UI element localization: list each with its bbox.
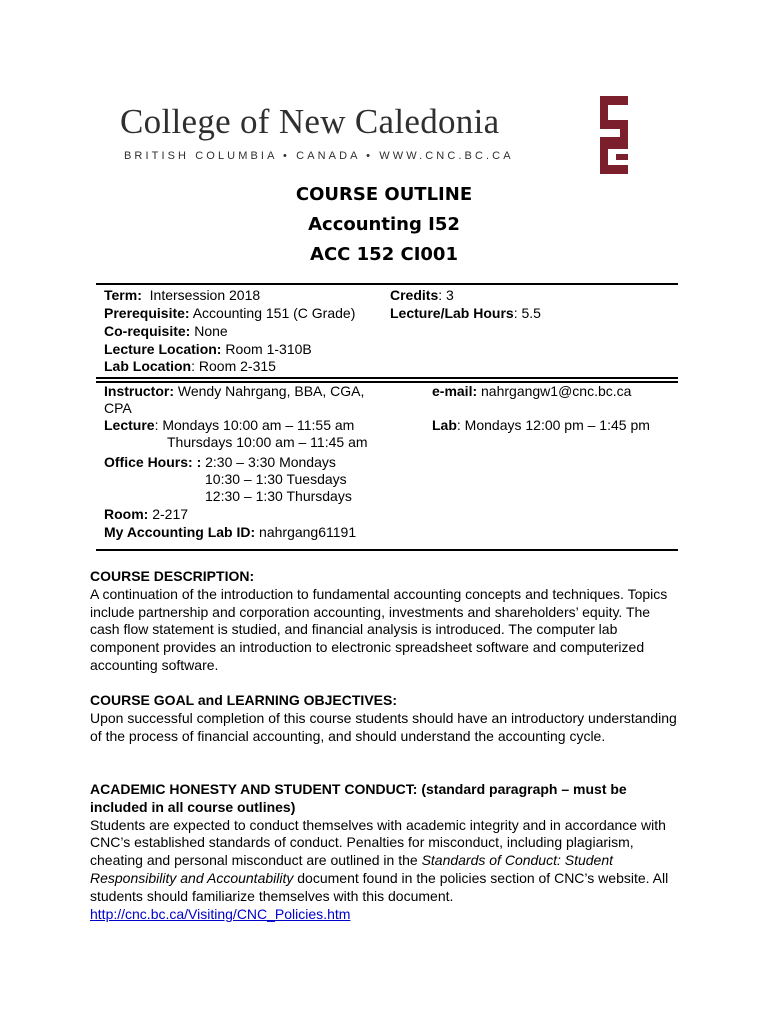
credits-label: Credits [390, 287, 439, 303]
lab-row [432, 417, 650, 435]
lecture-value-thursday: Thursdays 10:00 am – 11:45 am [167, 434, 368, 450]
title-block [0, 180, 768, 270]
office-hours-row [104, 454, 336, 472]
lab-location-value: : Room 2-315 [191, 358, 276, 374]
lecture-location-row [104, 341, 312, 359]
prerequisite-row [104, 305, 355, 323]
lecture-location-label: Lecture Location: [104, 341, 222, 357]
college-subtitle: BRITISH COLUMBIA • CANADA • WWW.CNC.BC.CA [124, 150, 514, 162]
top-divider [96, 283, 678, 285]
academic-honesty-text-part1: Students are expected to conduct themselves with academic integrity and in accordance with CNC’s established standards of conduct. Penalties for misconduct, including plagiarism, cheating and personal misconduct are outlined in the [90, 816, 666, 869]
lab-label: Lab [432, 417, 457, 433]
room-label: Room: [104, 506, 149, 522]
instructor-value: Wendy Nahrgang, BBA, CGA, [177, 383, 365, 399]
academic-honesty-text-part2: document found in the policies section of CNC’s website. All students should familiarize themselves with this document. [90, 869, 669, 904]
college-name: College of New Caledonia [120, 102, 500, 141]
course-goal-section [90, 692, 680, 745]
lecture-value: : Mondays 10:00 am – 11:55 am [154, 417, 355, 433]
lecture-location-value: Room 1-310B [225, 341, 312, 357]
instructor-credential: CPA [104, 400, 132, 416]
policies-link[interactable]: http://cnc.bc.ca/Visiting/CNC_Policies.htm [90, 905, 351, 922]
email-label: e-mail: [432, 383, 478, 399]
office-hours-label: Office Hours: : [104, 454, 202, 470]
lab-location-row [104, 358, 276, 376]
prerequisite-value: Accounting 151 (C Grade) [192, 305, 356, 321]
prerequisite-label: Prerequisite: [104, 305, 190, 321]
office-hours-2: 10:30 – 1:30 Tuesdays [205, 471, 347, 487]
course-name: Accounting I52 [308, 214, 460, 235]
policy-document-title: Standards of Conduct: Student Responsibility and Accountability [90, 852, 614, 886]
course-description-heading: COURSE DESCRIPTION: [90, 568, 255, 584]
corequisite-row [104, 323, 228, 341]
email-row [432, 383, 631, 401]
academic-honesty-text [90, 817, 680, 924]
lecture-row [104, 417, 354, 435]
instructor-label: Instructor: [104, 383, 174, 399]
corequisite-label: Co-requisite: [104, 323, 191, 339]
credits-row [390, 287, 454, 305]
lab-value: : Mondays 12:00 pm – 1:45 pm [456, 417, 650, 433]
lecture-lab-hours-label: Lecture/Lab Hours [390, 305, 514, 321]
mylab-label: My Accounting Lab ID: [104, 524, 256, 540]
instructor-row [104, 383, 364, 401]
lecture-lab-hours-value: : 5.5 [513, 305, 541, 321]
email-value[interactable]: nahrgangw1@cnc.bc.ca [481, 383, 632, 399]
term-value: Intersession 2018 [149, 287, 261, 303]
corequisite-value: None [194, 323, 228, 339]
term-label: Term: [104, 287, 142, 303]
mylab-row [104, 524, 356, 542]
document-title: COURSE OUTLINE [295, 184, 473, 205]
course-description-section [90, 568, 680, 675]
academic-honesty-section [90, 781, 680, 923]
room-value: 2-217 [152, 506, 189, 522]
mylab-value: nahrgang61191 [259, 524, 357, 540]
college-logo-icon [596, 92, 632, 178]
credits-value: : 3 [438, 287, 454, 303]
course-goal-heading: COURSE GOAL and LEARNING OBJECTIVES: [90, 692, 397, 708]
lecture-label: Lecture [104, 417, 155, 433]
room-row [104, 506, 188, 524]
office-hours-3: 12:30 – 1:30 Thursdays [205, 488, 352, 504]
course-code: ACC 152 CI001 [310, 244, 458, 265]
bottom-divider [96, 549, 678, 551]
term-row [104, 287, 260, 305]
course-goal-text: Upon successful completion of this course students should have an introductory understanding of the process of financial accounting, and should understand the accounting cycle. [90, 709, 677, 744]
lab-location-label: Lab Location [104, 358, 192, 374]
academic-honesty-heading: ACADEMIC HONESTY AND STUDENT CONDUCT: (standard paragraph – must be included in all course outlines) [90, 781, 627, 815]
course-description-text: A continuation of the introduction to fundamental accounting concepts and techniques. Topics include partnership and corporation accounting, investments and shareholders’ equity. The cash flow statement is studied, and financial analysis is introduced. The computer lab component provides an introduction to electronic spreadsheet software and computerized accounting software. [90, 585, 668, 673]
office-hours-1: 2:30 – 3:30 Mondays [205, 454, 336, 470]
middle-divider-1 [96, 377, 678, 379]
lecture-lab-hours-row [390, 305, 541, 323]
